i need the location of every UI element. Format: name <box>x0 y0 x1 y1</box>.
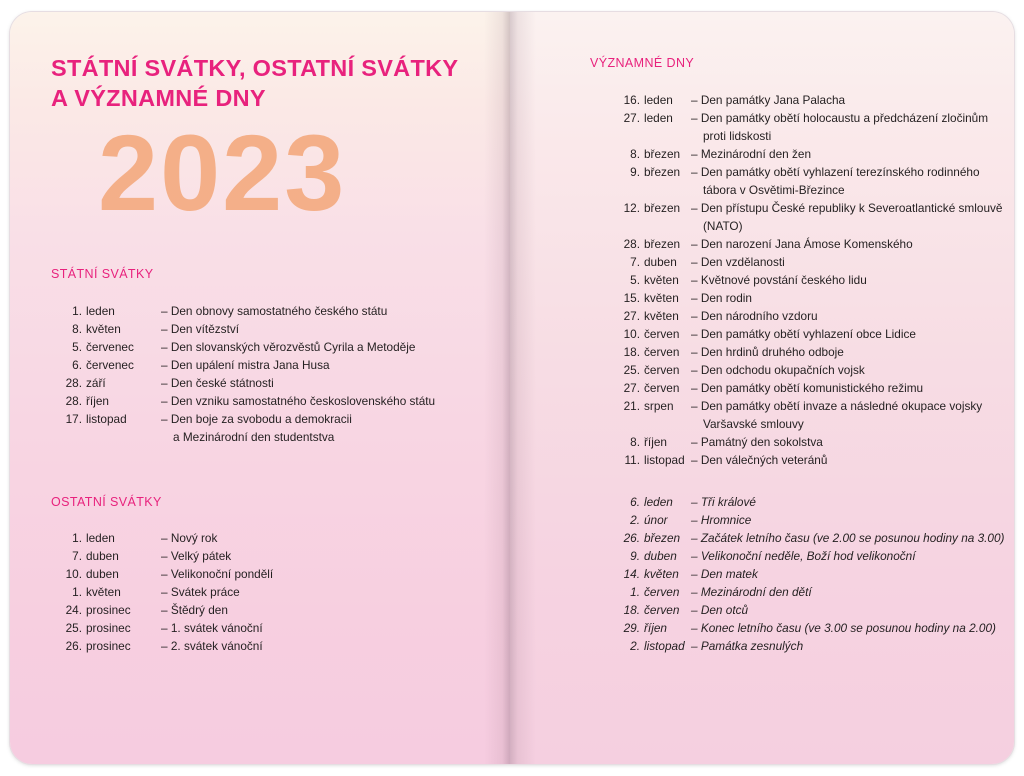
item-month: červen <box>644 603 680 617</box>
item-day: 28. <box>65 376 82 390</box>
list-item <box>510 637 1004 655</box>
item-month: květen <box>644 291 679 305</box>
list-item <box>510 145 1002 163</box>
item-day: 21. <box>623 399 640 413</box>
item-month: září <box>86 376 106 390</box>
item-event <box>691 529 1004 547</box>
list-item <box>510 307 1002 325</box>
item-event <box>161 583 240 601</box>
item-month: květen <box>86 585 121 599</box>
right-page <box>510 12 1014 764</box>
item-day: 10. <box>623 327 640 341</box>
item-event <box>691 547 916 565</box>
list-item <box>510 271 1002 289</box>
list-item <box>510 601 1004 619</box>
list-item <box>10 637 273 655</box>
item-event-text: – Hromnice <box>691 513 752 527</box>
item-day: 8. <box>630 147 640 161</box>
item-day: 5. <box>630 273 640 287</box>
item-day: 28. <box>623 237 640 251</box>
list-item <box>10 338 435 356</box>
list-item <box>10 547 273 565</box>
item-day: 8. <box>630 435 640 449</box>
list-item <box>510 397 1002 433</box>
item-event <box>691 325 916 343</box>
item-event-text: – Velikonoční pondělí <box>161 567 274 581</box>
item-event-text: – Den vzdělanosti <box>691 255 785 269</box>
item-month: květen <box>644 567 679 581</box>
item-month: prosinec <box>86 621 131 635</box>
item-event <box>161 374 274 392</box>
list-item <box>510 583 1004 601</box>
item-month: březen <box>644 165 681 179</box>
item-month: duben <box>644 255 677 269</box>
item-event <box>161 547 231 565</box>
item-month: červen <box>644 381 680 395</box>
item-event-text: – Den odchodu okupačních vojsk <box>691 363 865 377</box>
list-item <box>510 343 1002 361</box>
item-event-text: – Štědrý den <box>161 603 228 617</box>
item-event <box>691 289 752 307</box>
state-holidays-heading: STÁTNÍ SVÁTKY <box>51 267 154 281</box>
item-day: 9. <box>630 165 640 179</box>
item-month: říjen <box>86 394 109 408</box>
item-month: listopad <box>86 412 127 426</box>
item-day: 6. <box>72 358 82 372</box>
item-day: 28. <box>65 394 82 408</box>
item-month: říjen <box>644 435 667 449</box>
item-event-continuation: a Mezinárodní den studentstva <box>173 430 335 444</box>
item-event <box>161 410 352 446</box>
list-item <box>510 199 1002 235</box>
item-event-text: – Den narození Jana Ámose Komenského <box>691 237 913 251</box>
item-month: listopad <box>644 453 685 467</box>
list-item <box>10 320 435 338</box>
item-event <box>691 163 980 199</box>
item-month: únor <box>644 513 668 527</box>
item-day: 26. <box>65 639 82 653</box>
item-event-text: – Mezinárodní den dětí <box>691 585 812 599</box>
item-month: prosinec <box>86 603 131 617</box>
page-title-line1: STÁTNÍ SVÁTKY, OSTATNÍ SVÁTKY <box>51 55 459 81</box>
list-item <box>10 374 435 392</box>
item-event-continuation: (NATO) <box>703 219 743 233</box>
left-page <box>10 12 510 764</box>
item-event-text: – Den české státnosti <box>161 376 274 390</box>
item-day: 27. <box>623 111 640 125</box>
list-item <box>510 289 1002 307</box>
item-event-text: – Den válečných veteránů <box>691 453 828 467</box>
item-month: červenec <box>86 358 134 372</box>
item-event <box>161 392 435 410</box>
significant-days-heading: VÝZNAMNÉ DNY <box>590 56 695 70</box>
item-day: 1. <box>72 304 82 318</box>
item-event-text: – Den památky obětí vyhlazení obce Lidice <box>691 327 916 341</box>
item-month: červen <box>644 363 680 377</box>
item-day: 1. <box>72 585 82 599</box>
item-event-text: – Den obnovy samostatného českého státu <box>161 304 388 318</box>
item-day: 14. <box>623 567 640 581</box>
list-item <box>10 601 273 619</box>
item-event <box>691 253 785 271</box>
item-month: prosinec <box>86 639 131 653</box>
item-day: 9. <box>630 549 640 563</box>
other-holidays-list <box>10 529 273 655</box>
item-event <box>161 619 263 637</box>
item-month: duben <box>644 549 677 563</box>
item-event <box>691 109 988 145</box>
item-event-text: – Den památky Jana Palacha <box>691 93 846 107</box>
item-event-text: – Den památky obětí invaze a následné okupace vojsky <box>691 399 983 413</box>
item-month: březen <box>644 147 681 161</box>
item-event-text: – Začátek letního času (ve 2.00 se posunou hodiny na 3.00) <box>691 531 1005 545</box>
item-event <box>691 307 818 325</box>
item-month: leden <box>644 93 673 107</box>
item-day: 7. <box>72 549 82 563</box>
item-day: 2. <box>630 639 640 653</box>
item-event-text: – Den vítězství <box>161 322 240 336</box>
item-month: květen <box>86 322 121 336</box>
list-item <box>10 392 435 410</box>
list-item <box>510 379 1002 397</box>
item-day: 5. <box>72 340 82 354</box>
item-event <box>161 565 273 583</box>
list-item <box>510 91 1002 109</box>
item-month: červen <box>644 345 680 359</box>
state-holidays-list <box>10 302 435 446</box>
item-month: březen <box>644 237 681 251</box>
list-item <box>10 529 273 547</box>
list-item <box>510 433 1002 451</box>
item-event <box>691 493 756 511</box>
item-month: červen <box>644 327 680 341</box>
page-title <box>51 53 458 113</box>
item-event-text: – Den matek <box>691 567 758 581</box>
list-item <box>10 302 435 320</box>
list-item <box>10 410 435 446</box>
list-item <box>510 253 1002 271</box>
item-event-text: – Květnové povstání českého lidu <box>691 273 867 287</box>
item-month: duben <box>86 549 119 563</box>
item-event-text: – Den památky obětí holocaustu a předcházení zločinům <box>691 111 989 125</box>
list-item <box>510 511 1004 529</box>
page-title-line2: A VÝZNAMNÉ DNY <box>51 85 266 111</box>
item-day: 18. <box>623 603 640 617</box>
other-days-list <box>510 493 1004 655</box>
list-item <box>510 547 1004 565</box>
item-event-text: – Den rodin <box>691 291 752 305</box>
item-day: 18. <box>623 345 640 359</box>
item-day: 25. <box>623 363 640 377</box>
list-item <box>10 356 435 374</box>
item-month: březen <box>644 201 681 215</box>
item-day: 25. <box>65 621 82 635</box>
item-event <box>161 302 387 320</box>
item-event <box>691 637 803 655</box>
item-day: 10. <box>65 567 82 581</box>
item-event <box>691 145 811 163</box>
item-event <box>691 343 844 361</box>
spine-shadow-left <box>484 12 510 764</box>
item-event-text: – Nový rok <box>161 531 218 545</box>
list-item <box>510 325 1002 343</box>
item-day: 27. <box>623 381 640 395</box>
item-month: leden <box>86 531 115 545</box>
other-holidays-heading: OSTATNÍ SVÁTKY <box>51 495 162 509</box>
item-event-text: – Den slovanských věrozvěstů Cyrila a Metoděje <box>161 340 416 354</box>
item-event-text: – Mezinárodní den žen <box>691 147 812 161</box>
item-day: 6. <box>630 495 640 509</box>
item-event-text: – Velký pátek <box>161 549 232 563</box>
item-month: květen <box>644 309 679 323</box>
item-event-text: – Konec letního času (ve 3.00 se posunou hodiny na 2.00) <box>691 621 996 635</box>
item-event-text: – Den přístupu České republiky k Severoatlantické smlouvě <box>691 201 1003 215</box>
item-day: 8. <box>72 322 82 336</box>
item-event <box>161 356 330 374</box>
item-event-text: – 1. svátek vánoční <box>161 621 263 635</box>
item-day: 24. <box>65 603 82 617</box>
list-item <box>510 235 1002 253</box>
item-day: 7. <box>630 255 640 269</box>
item-day: 1. <box>72 531 82 545</box>
item-month: květen <box>644 273 679 287</box>
item-day: 2. <box>630 513 640 527</box>
item-event-text: – 2. svátek vánoční <box>161 639 263 653</box>
item-event <box>691 361 865 379</box>
item-event <box>691 235 913 253</box>
list-item <box>510 109 1002 145</box>
item-month: říjen <box>644 621 667 635</box>
item-month: leden <box>644 111 673 125</box>
list-item <box>10 583 273 601</box>
item-day: 17. <box>65 412 82 426</box>
item-day: 12. <box>623 201 640 215</box>
item-day: 16. <box>623 93 640 107</box>
item-event <box>161 601 228 619</box>
item-event-continuation: proti lidskosti <box>703 129 772 143</box>
item-event-text: – Velikonoční neděle, Boží hod velikonoční <box>691 549 916 563</box>
item-event-text: – Den hrdinů druhého odboje <box>691 345 844 359</box>
item-event-text: – Tři králové <box>691 495 756 509</box>
item-month: duben <box>86 567 119 581</box>
item-event-text: – Den boje za svobodu a demokracii <box>161 412 352 426</box>
item-event <box>691 379 923 397</box>
item-event-text: – Svátek práce <box>161 585 240 599</box>
item-event-text: – Památný den sokolstva <box>691 435 823 449</box>
item-day: 1. <box>630 585 640 599</box>
list-item <box>510 529 1004 547</box>
item-month: listopad <box>644 639 685 653</box>
item-event-text: – Den upálení mistra Jana Husa <box>161 358 330 372</box>
item-event <box>161 338 415 356</box>
list-item <box>510 163 1002 199</box>
calendar-spread <box>10 12 1014 764</box>
item-day: 26. <box>623 531 640 545</box>
list-item <box>510 565 1004 583</box>
list-item <box>510 451 1002 469</box>
list-item <box>510 619 1004 637</box>
item-event <box>691 271 867 289</box>
item-day: 11. <box>624 453 640 467</box>
item-event <box>691 397 982 433</box>
significant-days-list <box>510 91 1002 469</box>
year-heading: 2023 <box>98 112 347 233</box>
item-event-text: – Den národního vzdoru <box>691 309 818 323</box>
item-day: 29. <box>623 621 640 635</box>
list-item <box>510 361 1002 379</box>
item-event-text: – Den vzniku samostatného československého státu <box>161 394 436 408</box>
item-event <box>691 619 996 637</box>
item-event <box>161 320 239 338</box>
item-event <box>691 601 748 619</box>
item-event <box>691 433 823 451</box>
item-month: leden <box>644 495 673 509</box>
item-event <box>161 529 217 547</box>
item-day: 15. <box>623 291 640 305</box>
item-event-text: – Památka zesnulých <box>691 639 804 653</box>
item-month: červen <box>644 585 680 599</box>
item-event <box>691 583 812 601</box>
item-month: srpen <box>644 399 674 413</box>
item-event <box>691 199 1002 235</box>
item-event <box>161 637 263 655</box>
list-item <box>10 565 273 583</box>
item-event-text: – Den památky obětí komunistického režimu <box>691 381 924 395</box>
list-item <box>10 619 273 637</box>
item-event <box>691 91 845 109</box>
item-event <box>691 451 827 469</box>
list-item <box>510 493 1004 511</box>
item-month: březen <box>644 531 681 545</box>
item-month: červenec <box>86 340 134 354</box>
item-day: 27. <box>623 309 640 323</box>
item-event-continuation: Varšavské smlouvy <box>703 417 804 431</box>
item-event-continuation: tábora v Osvětimi-Březince <box>703 183 845 197</box>
item-event <box>691 511 751 529</box>
item-month: leden <box>86 304 115 318</box>
item-event <box>691 565 758 583</box>
item-event-text: – Den památky obětí vyhlazení terezínského rodinného <box>691 165 980 179</box>
item-event-text: – Den otců <box>691 603 749 617</box>
